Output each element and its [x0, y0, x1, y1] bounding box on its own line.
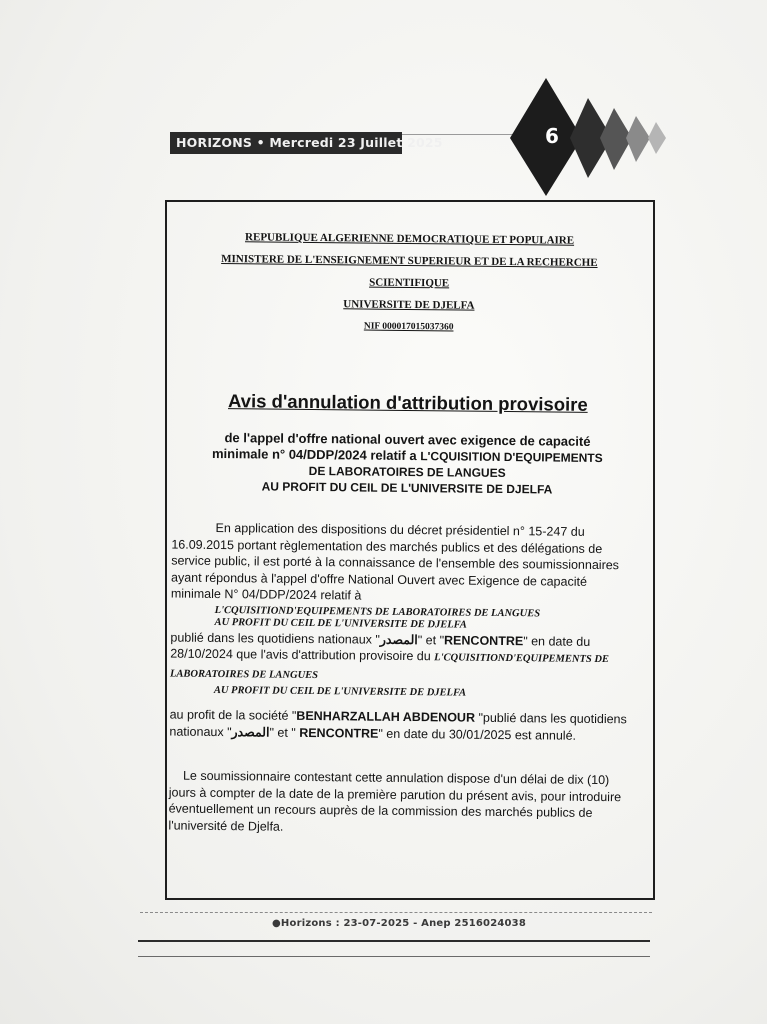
- object-line: AU PROFIT DU CEIL DE L'UNIVERSITE DE DJELFA: [214, 616, 467, 631]
- paragraph-appeal: Le soumissionnaire contestant cette annulation dispose d'un délai de dix (10) jours à compter de la date de la première parution du présent avis, pour introduire éventuellement un recours auprès de la commission des marchés publics de l'université de Djelfa.: [168, 768, 622, 834]
- object-line: AU PROFIT DU CEIL DE L'UNIVERSITE DE DJELFA: [213, 684, 467, 699]
- newspaper-masthead: HORIZONS • Mercredi 23 Juillet 2025: [170, 132, 402, 154]
- publication-credit: ●Horizons : 23-07-2025 - Anep 2516024038: [272, 918, 526, 929]
- paragraph-company: [169, 707, 633, 745]
- subtitle-line: de l'appel d'offre national ouvert avec exigence de capacité: [224, 430, 591, 449]
- paragraph-text: au profit de la société ": [169, 707, 297, 723]
- issuer-line: UNIVERSITE DE DJELFA: [343, 298, 475, 312]
- newspaper-name-arabic: المصدر: [231, 724, 270, 740]
- notice-title: Avis d'annulation d'attribution provisoire: [227, 390, 588, 415]
- paragraph-text: " et ": [269, 725, 300, 740]
- issuer-line: SCIENTIFIQUE: [369, 276, 450, 290]
- page-number: 6: [545, 124, 559, 148]
- subtitle-text: minimale n° 04/DDP/2024 relatif a: [211, 445, 417, 464]
- subtitle-caps: L'CQUISITION D'EQUIPEMENTS: [420, 449, 603, 466]
- paragraph-text: " en date du 30/01/2025 est annulé.: [378, 726, 577, 743]
- notice-subtitle: [172, 430, 643, 499]
- object-line: L'CQUISITIOND'EQUIPEMENTS DE LABORATOIRES DE LANGUES: [169, 652, 610, 681]
- footer-rule: [140, 912, 652, 914]
- paragraph-text: "publié dans les quotidiens nationaux ": [169, 710, 627, 739]
- object-line: L'CQUISITIOND'EQUIPEMENTS DE LABORATOIRES DE LANGUES: [214, 604, 541, 619]
- nif-number: NIF 000017015037360: [363, 321, 454, 333]
- masthead-rule: [402, 134, 522, 135]
- bottom-rule-thin: [138, 956, 650, 957]
- paragraph-application: [170, 520, 636, 702]
- paragraph-text: publié dans les quotidiens nationaux ": [170, 630, 380, 647]
- bottom-rule: [138, 940, 650, 942]
- newspaper-name-arabic: المصدر: [379, 632, 418, 647]
- issuer-line: REPUBLIQUE ALGERIENNE DEMOCRATIQUE ET POPULAIRE: [245, 231, 575, 247]
- paragraph-text: " en date du 28/10/2024 que l'avis d'attribution provisoire du: [170, 633, 591, 664]
- subtitle-line: AU PROFIT DU CEIL DE L'UNIVERSITE DE DJELFA: [261, 479, 553, 497]
- page-number-diamond-icon: [510, 78, 675, 198]
- newspaper-name: RENCONTRE: [299, 725, 379, 741]
- subtitle-line: DE LABORATOIRES DE LANGUES: [308, 463, 506, 481]
- notice-body: [168, 520, 635, 839]
- official-notice-box: [165, 200, 655, 900]
- issuer-line: MINISTERE DE L'ENSEIGNEMENT SUPERIEUR ET DE LA RECHERCHE: [221, 253, 598, 269]
- paragraph-text: En application des dispositions du décret présidentiel n° 15-247 du 16.09.2015 portant règlementation des marchés publics et des délégations de service public, il est porté à la connaissance de l'ensemble des soumissionnaires ayant répondus à l'appel d'offre National Ouvert avec Exigence de capacité minimale N° 04/DDP/2024 relatif à: [170, 520, 620, 603]
- issuer-block: [174, 226, 645, 341]
- newspaper-name: RENCONTRE: [443, 632, 524, 648]
- company-name: BENHARZALLAH ABDENOUR: [296, 708, 476, 725]
- paragraph-text: " et ": [417, 632, 445, 647]
